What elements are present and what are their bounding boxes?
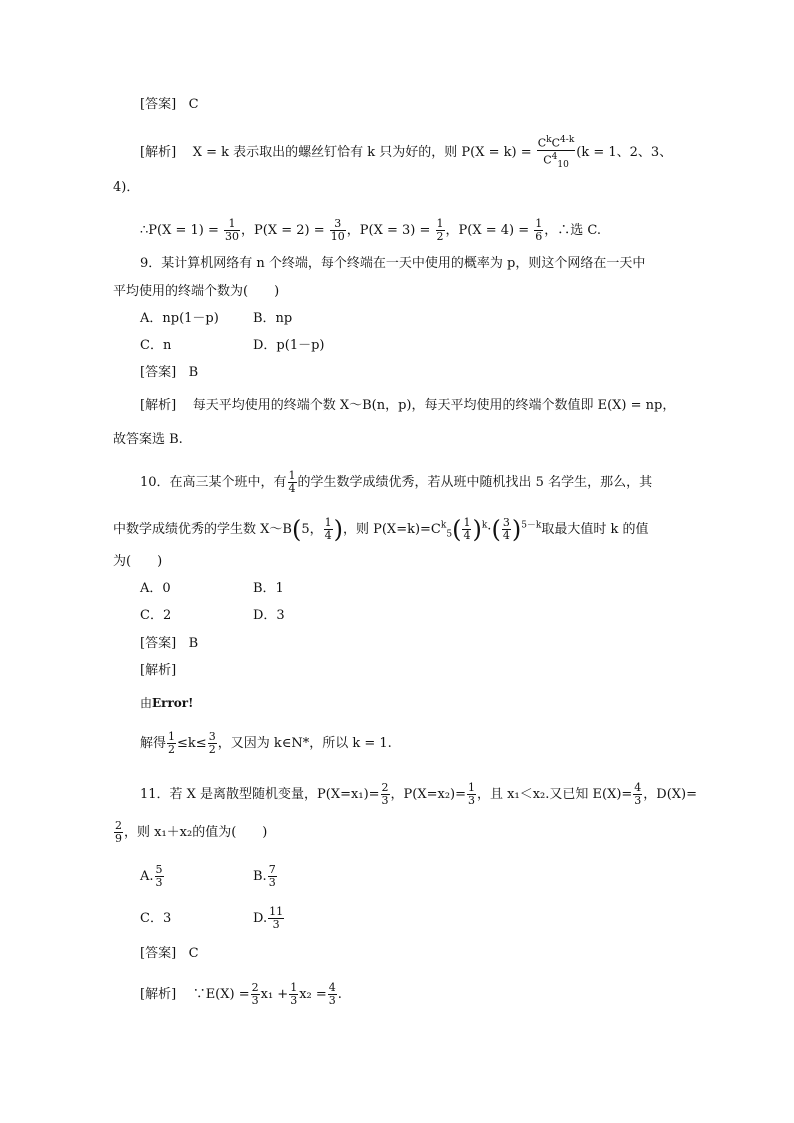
option-c: C．2 — [140, 608, 172, 623]
option-d: D. $\frac{11}{3}$ — [253, 905, 284, 931]
option-a: A．0 — [140, 581, 171, 596]
answer-line-8 — [140, 97, 199, 113]
fraction: $\frac{5}{3}$ — [155, 863, 163, 889]
analysis-line-8-2: 4)． — [113, 180, 140, 195]
fraction: $\frac{1}{30}$ — [225, 217, 240, 243]
analysis-line-8-1 — [140, 134, 672, 171]
option-d: D．p(1－p) — [253, 338, 325, 353]
question-9-stem-1: 9．某计算机网络有 n 个终端，每个终端在一天中使用的概率为 p，则这个网络在一天中 — [140, 256, 646, 271]
fraction: $\frac{7}{3}$ — [268, 863, 276, 889]
option-d: D．3 — [253, 608, 285, 623]
fraction: $\frac{4}{3}$ — [328, 981, 336, 1007]
fraction: $\frac{4}{3}$ — [634, 781, 642, 807]
answer-label: [答案] — [140, 97, 177, 112]
question-11-stem-2: $\frac{2}{9}$ ，则 x₁＋x₂的值为( ) — [115, 819, 268, 845]
fraction: $\frac{11}{3}$ — [269, 905, 284, 931]
analysis-error-line: 由Error! — [140, 696, 194, 710]
option-a: A. $\frac{5}{3}$ — [140, 863, 163, 889]
option-a: A．np(1－p) — [140, 311, 219, 326]
analysis-label-10: [解析] — [140, 663, 177, 678]
fraction: $\frac{1}{3}$ — [468, 781, 476, 807]
option-b: B. $\frac{7}{3}$ — [253, 863, 276, 889]
analysis-line-8-3: ∴P(X = 1) = $\frac{1}{30}$ ，P(X = 2) = $\frac{3}{10}$ ，P(X = 3) = $\frac{1}{2}$ ，P(X = 4) = $\frac{1}{6}$ ，∴选 C. — [140, 217, 602, 243]
option-c: C．n — [140, 338, 172, 353]
analysis-line-9-1: [解析] 每天平均使用的终端个数 X～B(n，p)，每天平均使用的终端个数值即 E(X) = np， — [140, 398, 676, 413]
fraction-binomial: $\frac{C^kC^{4-k}}{C^4_{10}}$ — [537, 135, 575, 170]
fraction: $\frac{2}{9}$ — [115, 819, 122, 845]
fraction: $\frac{1}{4}$ — [324, 516, 332, 542]
analysis-line-9-2: 故答案选 B. — [113, 432, 183, 447]
option-b: B．np — [253, 311, 293, 326]
analysis-text: X = k 表示取出的螺丝钉恰有 k 只为好的，则 P(X = k) = — [192, 144, 532, 160]
question-10-stem-3: 为( ) — [113, 554, 163, 569]
question-10-stem-1: 10．在高三某个班中，有 $\frac{1}{4}$ 的学生数学成绩优秀，若从班中随机找出 5 名学生，那么，其 — [140, 469, 653, 495]
analysis-line-11: [解析] ∵E(X) = $\frac{2}{3}$ x₁ + $\frac{1}{3}$ x₂ = $\frac{4}{3}$ . — [140, 981, 342, 1007]
question-11-stem-1: 11．若 X 是离散型随机变量，P(X=x₁)= $\frac{2}{3}$ ，P(X=x₂)= $\frac{1}{3}$ ，且 x₁＜x₂.又已知 E(X)= $\frac{4}{3}$ ，D(X)= — [140, 781, 698, 807]
fraction: $\frac{2}{3}$ — [251, 981, 259, 1007]
fraction: $\frac{1}{6}$ — [535, 217, 543, 243]
question-10-stem-2: 中数学成绩优秀的学生数 X～B(5， $\frac{1}{4}$ )，则 $P(X=k)=C^k_5$( $\frac{1}{4}$ )$^k$·( $\frac{3}{4}$ )$^{5-k}$取最大值时 k 的值 — [113, 515, 649, 544]
question-9-stem-2: 平均使用的终端个数为( ) — [113, 284, 280, 299]
fraction: $\frac{3}{10}$ — [330, 217, 345, 243]
answer-line-9: [答案] B — [140, 365, 199, 380]
fraction: $\frac{1}{3}$ — [290, 981, 298, 1007]
analysis-text-tail: (k = 1、2、3、 — [576, 144, 673, 160]
fraction: $\frac{1}{4}$ — [463, 516, 471, 542]
fraction: $\frac{3}{2}$ — [208, 730, 216, 756]
fraction: $\frac{2}{3}$ — [381, 781, 389, 807]
answer-line-10: [答案] B — [140, 636, 199, 651]
fraction: $\frac{1}{4}$ — [288, 469, 296, 495]
fraction: $\frac{1}{2}$ — [168, 730, 176, 756]
fraction: $\frac{1}{2}$ — [436, 217, 444, 243]
answer-line-11: [答案] C — [140, 946, 199, 961]
analysis-line-10-2: 解得 $\frac{1}{2}$ ≤k≤ $\frac{3}{2}$ ，又因为 k∈N*，所以 k = 1. — [140, 730, 392, 756]
fraction: $\frac{3}{4}$ — [502, 516, 510, 542]
option-b: B．1 — [253, 581, 284, 596]
option-c: C．3 — [140, 911, 172, 926]
analysis-label: [解析] — [140, 144, 177, 160]
answer-value: C — [188, 97, 199, 112]
